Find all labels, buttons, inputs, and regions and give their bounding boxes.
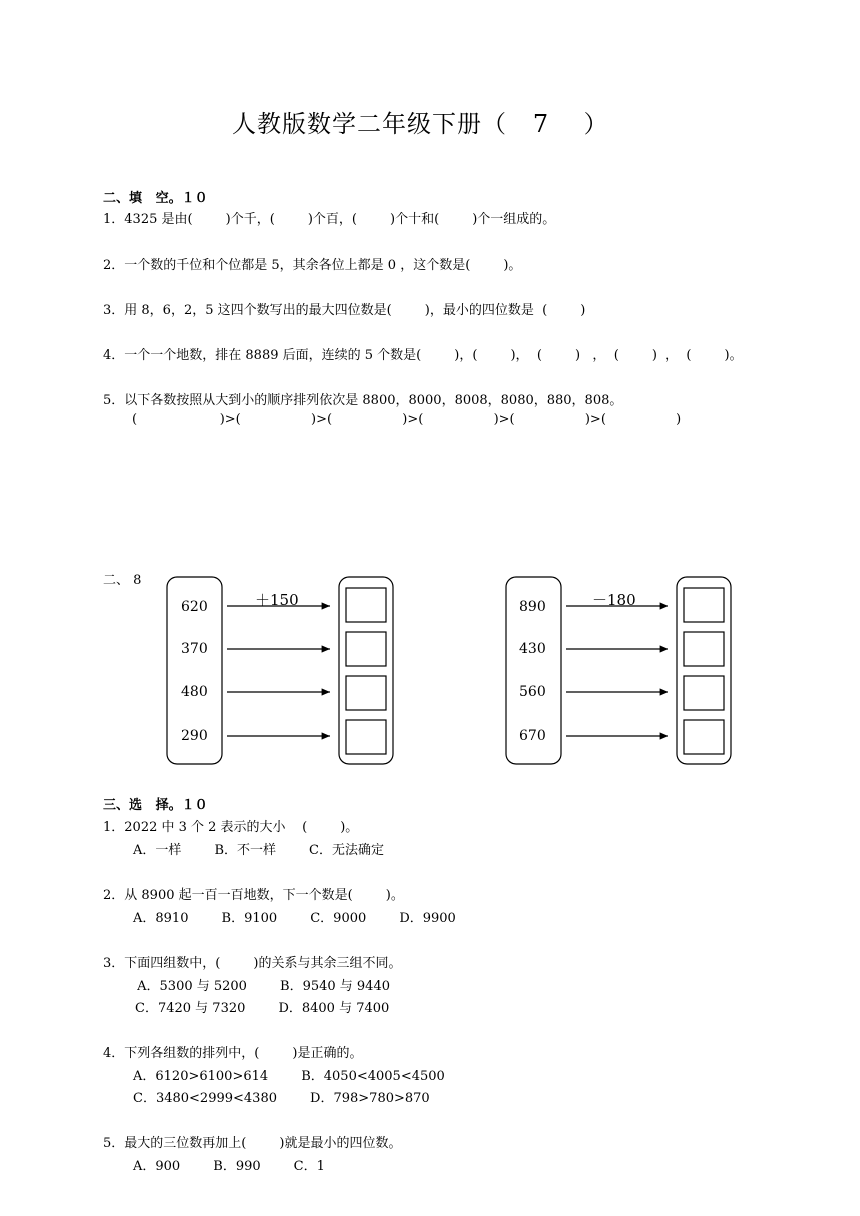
question-3-5-options: A．900 B．990 C．1 bbox=[133, 1159, 325, 1174]
right-answer-box bbox=[684, 676, 724, 710]
right-answer-box bbox=[684, 720, 724, 754]
question-3-4-options-a: A．6120>6100>614 B．4050<4005<4500 bbox=[133, 1069, 445, 1084]
left-answer-box bbox=[346, 720, 386, 754]
question-1-5: 5．以下各数按照从大到小的顺序排列依次是 8800，8000，8008，8080，880，808。 bbox=[103, 393, 623, 408]
left-input-value: 370 bbox=[181, 641, 208, 657]
question-1-4: 4．一个一个地数，排在 8889 后面，连续的 5 个数是( )，( )， ( ) ， ( ) ， ( )。 bbox=[103, 348, 743, 363]
left-answer-box bbox=[346, 632, 386, 666]
question-3-4: 4．下列各组数的排列中，( )是正确的。 bbox=[103, 1046, 363, 1061]
section-heading-choice: 三、选 择。１０ bbox=[103, 798, 208, 813]
question-3-4-options-b: C．3480<2999<4380 D．798>780>870 bbox=[133, 1091, 430, 1106]
left-output-column bbox=[339, 577, 393, 764]
question-1-3: 3．用 8，6，2，5 这四个数写出的最大四位数是( )，最小的四位数是 ( ) bbox=[103, 303, 586, 318]
question-3-3: 3．下面四组数中，( )的关系与其余三组不同。 bbox=[103, 956, 402, 971]
right-answer-box bbox=[684, 588, 724, 622]
question-1-5-blanks: ( )>( )>( )>( )>( )>( ) bbox=[132, 412, 682, 427]
left-answer-box bbox=[346, 588, 386, 622]
right-output-column bbox=[677, 577, 731, 764]
question-3-1-options: A．一样 B．不一样 C．无法确定 bbox=[133, 843, 385, 858]
right-input-value: 560 bbox=[519, 684, 546, 700]
question-3-3-options-b: C．7420 与 7320 D．8400 与 7400 bbox=[135, 1001, 390, 1016]
page-title: 人教版数学二年级下册（ 7 ） bbox=[232, 110, 609, 138]
section-heading-fill-blank: 二、填 空。１０ bbox=[103, 191, 208, 206]
left-input-value: 620 bbox=[181, 599, 208, 615]
question-3-5: 5．最大的三位数再加上( )就是最小的四位数。 bbox=[103, 1136, 402, 1151]
question-1-2: 2．一个数的千位和个位都是 5，其余各位上都是 0 ，这个数是( )。 bbox=[103, 258, 522, 273]
right-operation-label: －180 bbox=[592, 591, 636, 609]
question-3-2-options: A．8910 B．9100 C．9000 D．9900 bbox=[133, 911, 456, 926]
question-3-3-options-a: A．5300 与 5200 B．9540 与 9440 bbox=[133, 979, 390, 994]
left-input-value: 480 bbox=[181, 684, 208, 700]
right-input-value: 670 bbox=[519, 728, 546, 744]
left-input-value: 290 bbox=[181, 728, 208, 744]
left-answer-box bbox=[346, 676, 386, 710]
section-heading-compute: 二、 8 bbox=[103, 573, 142, 588]
question-3-1: 1．2022 中 3 个 2 表示的大小 ( )。 bbox=[103, 820, 359, 835]
left-operation-label: ＋150 bbox=[255, 591, 299, 609]
right-answer-box bbox=[684, 632, 724, 666]
question-1-1: 1．4325 是由( )个千，( )个百，( )个十和( )个一组成的。 bbox=[103, 212, 556, 227]
question-3-2: 2．从 8900 起一百一百地数，下一个数是( )。 bbox=[103, 888, 404, 903]
right-input-value: 890 bbox=[519, 599, 546, 615]
right-input-value: 430 bbox=[519, 641, 546, 657]
